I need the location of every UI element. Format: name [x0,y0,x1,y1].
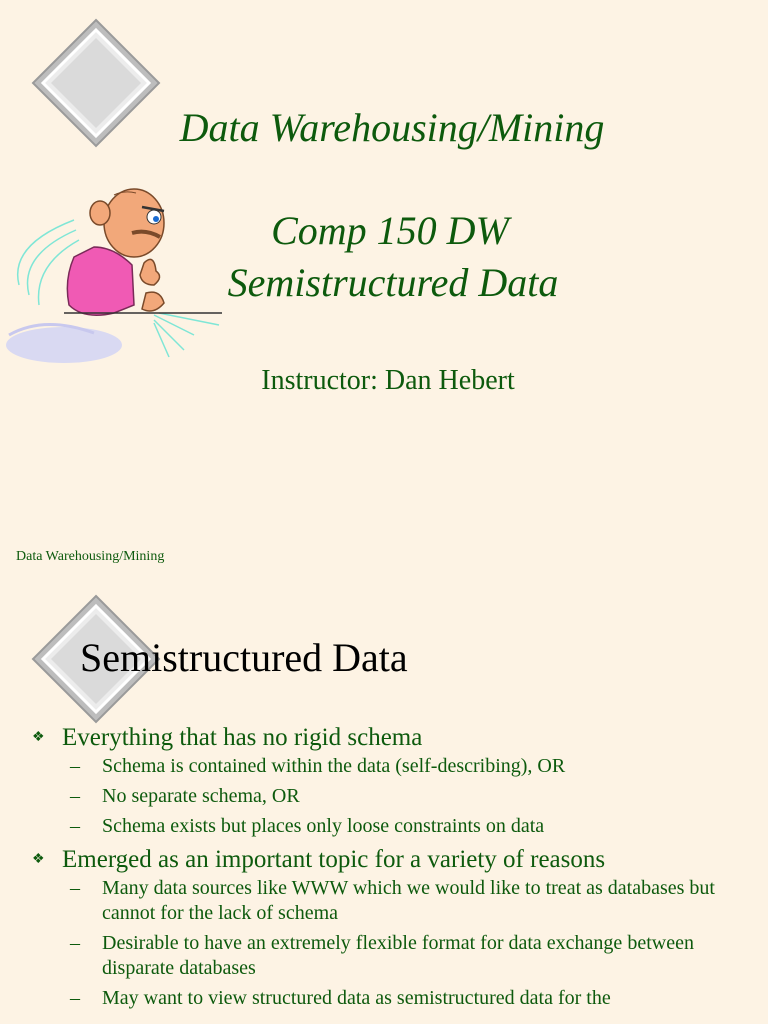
subtitle-topic: Semistructured Data [227,260,559,305]
sub-bullet-text: Schema exists but places only loose constraints on data [102,815,545,837]
sub-bullet-item [70,754,752,779]
dash-bullet-icon: – [70,987,80,1009]
bullet-item [32,844,752,1011]
sub-bullet-item [70,784,752,809]
slide-title: Semistructured Data [80,635,408,680]
sub-bullet-text: May want to view structured data as semistructured data for the [102,987,611,1009]
bullet-list [32,722,752,1016]
sub-bullet-list [62,754,752,839]
dash-bullet-icon: – [70,815,80,837]
bullet-text: Everything that has no rigid schema [62,724,423,751]
sub-bullet-item [70,986,752,1011]
dash-bullet-icon: – [70,877,80,899]
bullet-text: Emerged as an important topic for a variety of reasons [62,846,606,873]
instructor-line: Instructor: Dan Hebert [261,365,515,396]
dash-bullet-icon: – [70,932,80,954]
sub-bullet-item [70,931,752,981]
sub-bullet-text: Schema is contained within the data (self-describing), OR [102,755,566,777]
sub-bullet-text: Many data sources like WWW which we would like to treat as databases but cannot for the lack of schema [102,877,715,924]
diamond-bullet-icon: ❖ [32,852,45,867]
sub-bullet-item [70,814,752,839]
slide-footer: Data Warehousing/Mining [16,549,165,564]
dash-bullet-icon: – [70,785,80,807]
diamond-bullet-icon: ❖ [32,730,45,745]
slide-title: Data Warehousing/Mining [179,105,605,150]
subtitle-course: Comp 150 DW [271,208,509,253]
bullet-item [32,722,752,839]
sub-bullet-text: No separate schema, OR [102,785,300,807]
sub-bullet-text: Desirable to have an extremely flexible format for data exchange between disparate databases [102,932,694,979]
dash-bullet-icon: – [70,755,80,777]
sub-bullet-item [70,876,752,926]
sub-bullet-list [62,876,752,1011]
